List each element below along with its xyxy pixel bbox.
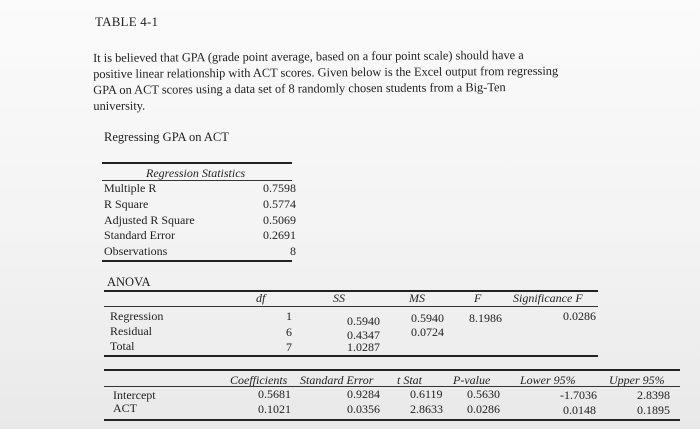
anova-f: 8.1986 bbox=[469, 311, 502, 325]
anova-header-significance-f: Significance F bbox=[513, 291, 583, 305]
anova-ss: 0.4347 bbox=[347, 328, 380, 342]
coef-label: ACT bbox=[113, 401, 137, 415]
anova-header-df: df bbox=[256, 291, 266, 305]
anova-header-rule bbox=[104, 306, 598, 307]
anova-ms: 0.5940 bbox=[411, 311, 444, 325]
intro-line: positive linear relationship with ACT scores. Given below is the Excel output from regressing bbox=[93, 63, 559, 81]
coef-t-stat: 0.6119 bbox=[410, 387, 443, 401]
coef-header-standard-error: Standard Error bbox=[300, 373, 374, 387]
anova-label: Total bbox=[110, 339, 135, 353]
coef-t-stat: 2.8633 bbox=[410, 402, 443, 416]
coef-bottom-rule bbox=[104, 419, 680, 421]
intro-line: university. bbox=[93, 98, 146, 113]
coef-lower-95: -1.7036 bbox=[560, 388, 597, 402]
anova-significance-f: 0.0286 bbox=[563, 309, 596, 323]
stats-value: 0.7598 bbox=[263, 181, 296, 195]
coef-value: 0.1021 bbox=[258, 402, 291, 416]
coef-value: 0.5681 bbox=[258, 387, 291, 401]
anova-df: 1 bbox=[286, 309, 292, 323]
coef-standard-error: 0.0356 bbox=[347, 402, 380, 416]
coef-upper-95: 0.1895 bbox=[637, 403, 670, 417]
stats-label: R Square bbox=[104, 197, 149, 211]
anova-header-f: F bbox=[474, 291, 482, 305]
stats-value: 0.5069 bbox=[263, 213, 296, 227]
coef-top-rule bbox=[104, 369, 680, 371]
coef-header-upper-95: Upper 95% bbox=[609, 373, 665, 387]
stats-value: 0.5774 bbox=[263, 197, 296, 211]
anova-label: Residual bbox=[110, 324, 152, 338]
stats-label: Multiple R bbox=[104, 181, 157, 195]
anova-ms: 0.0724 bbox=[411, 325, 444, 339]
stats-label: Adjusted R Square bbox=[104, 213, 195, 227]
intro-line: It is believed that GPA (grade point average, based on a four point scale) should have a bbox=[93, 47, 524, 65]
coef-header-p-value: P-value bbox=[453, 373, 491, 387]
intro-paragraph bbox=[93, 46, 653, 114]
anova-header-ss: SS bbox=[333, 291, 345, 305]
anova-df: 6 bbox=[286, 325, 292, 339]
stats-label: Observations bbox=[104, 244, 168, 258]
stats-value: 0.2691 bbox=[263, 228, 296, 242]
stats-value: 8 bbox=[290, 244, 296, 258]
coef-header-lower-95: Lower 95% bbox=[520, 373, 576, 387]
coef-p-value: 0.0286 bbox=[467, 402, 500, 416]
stats-bottom-rule bbox=[102, 260, 292, 262]
anova-ss: 0.5940 bbox=[347, 314, 380, 328]
regression-caption: Regressing GPA on ACT bbox=[104, 130, 229, 144]
intro-line: GPA on ACT scores using a data set of 8 randomly chosen students from a Big-Ten bbox=[93, 80, 506, 97]
coef-header-t-stat: t Stat bbox=[397, 373, 423, 387]
anova-df: 7 bbox=[286, 340, 292, 354]
anova-bottom-rule bbox=[104, 355, 598, 357]
stats-label: Standard Error bbox=[104, 228, 175, 242]
anova-ss: 1.0287 bbox=[347, 340, 380, 354]
stats-title: Regression Statistics bbox=[146, 166, 246, 180]
stats-top-rule bbox=[102, 162, 292, 164]
coef-p-value: 0.5630 bbox=[467, 387, 500, 401]
coef-upper-95: 2.8398 bbox=[637, 388, 670, 402]
coef-header-rule bbox=[104, 386, 680, 387]
anova-title: ANOVA bbox=[107, 275, 151, 289]
coef-header-coefficients: Coefficients bbox=[230, 373, 288, 387]
anova-label: Regression bbox=[110, 309, 164, 323]
coef-lower-95: 0.0148 bbox=[563, 403, 596, 417]
coef-standard-error: 0.9284 bbox=[347, 387, 380, 401]
table-title: TABLE 4-1 bbox=[95, 14, 159, 29]
anova-header-ms: MS bbox=[409, 291, 425, 305]
coef-label: Intercept bbox=[113, 388, 156, 402]
